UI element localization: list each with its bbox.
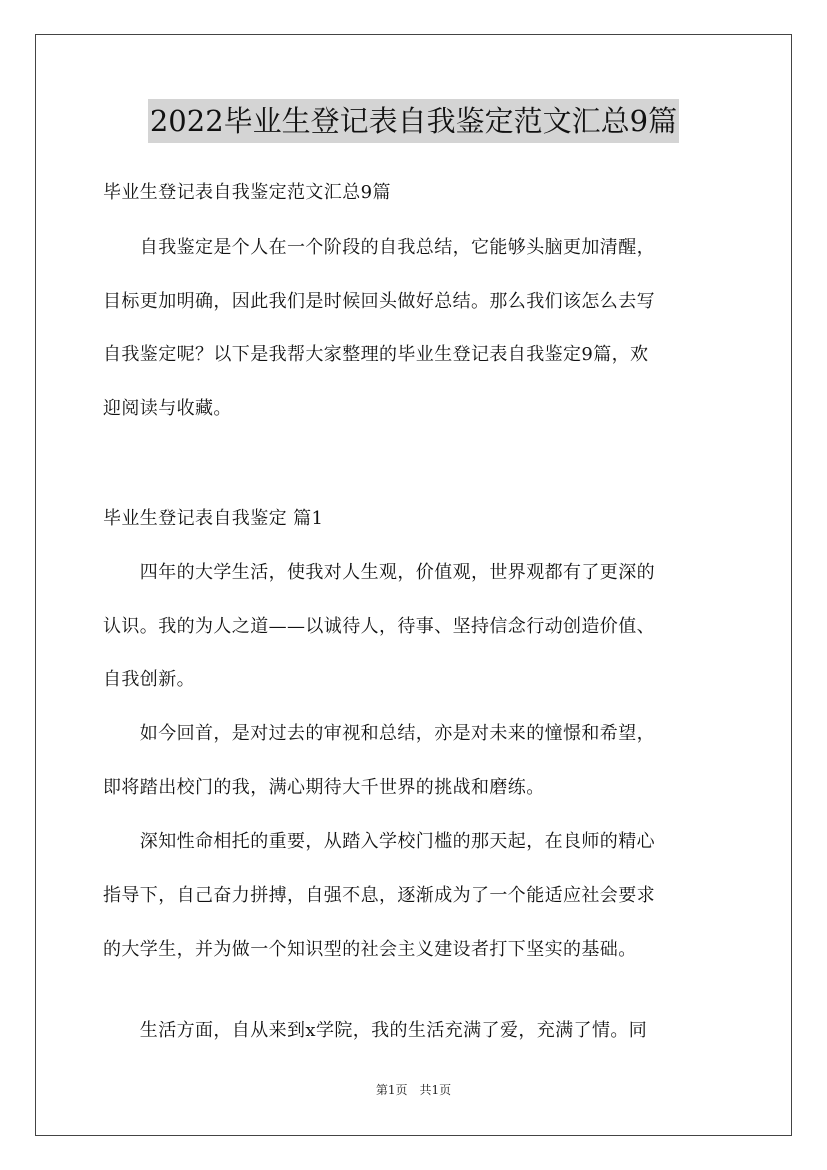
title-container — [0, 99, 827, 143]
section-heading: 毕业生登记表自我鉴定 篇1 — [103, 508, 324, 529]
paragraph-line: 自我鉴定呢？以下是我帮大家整理的毕业生登记表自我鉴定9篇，欢 — [103, 344, 649, 365]
subtitle-line: 毕业生登记表自我鉴定范文汇总9篇 — [103, 182, 391, 203]
paragraph-line: 指导下，自己奋力拼搏，自强不息，逐渐成为了一个能适应社会要求 — [103, 885, 655, 906]
paragraph-line: 的大学生，并为做一个知识型的社会主义建设者打下坚实的基础。 — [103, 939, 637, 960]
paragraph-line: 认识。我的为人之道——以诚待人，待事、坚持信念行动创造价值、 — [103, 616, 655, 637]
paragraph-line: 如今回首，是对过去的审视和总结，亦是对未来的憧憬和希望， — [103, 723, 655, 744]
page-footer: 第1页 共1页 — [375, 1083, 452, 1097]
paragraph-line: 即将踏出校门的我，满心期待大千世界的挑战和磨练。 — [103, 777, 545, 798]
paragraph-line: 迎阅读与收藏。 — [103, 398, 232, 419]
paragraph-line: 深知性命相托的重要，从踏入学校门槛的那天起，在良师的精心 — [103, 831, 655, 852]
paragraph-line: 自我鉴定是个人在一个阶段的自我总结，它能够头脑更加清醒， — [103, 237, 655, 258]
paragraph-line: 目标更加明确，因此我们是时候回头做好总结。那么我们该怎么去写 — [103, 291, 655, 312]
paragraph-line: 四年的大学生活，使我对人生观，价值观，世界观都有了更深的 — [103, 562, 655, 583]
paragraph-line: 生活方面，自从来到x学院，我的生活充满了爱，充满了情。同 — [103, 1020, 648, 1041]
document-title: 2022毕业生登记表自我鉴定范文汇总9篇 — [148, 99, 679, 143]
paragraph-line: 自我创新。 — [103, 669, 195, 690]
